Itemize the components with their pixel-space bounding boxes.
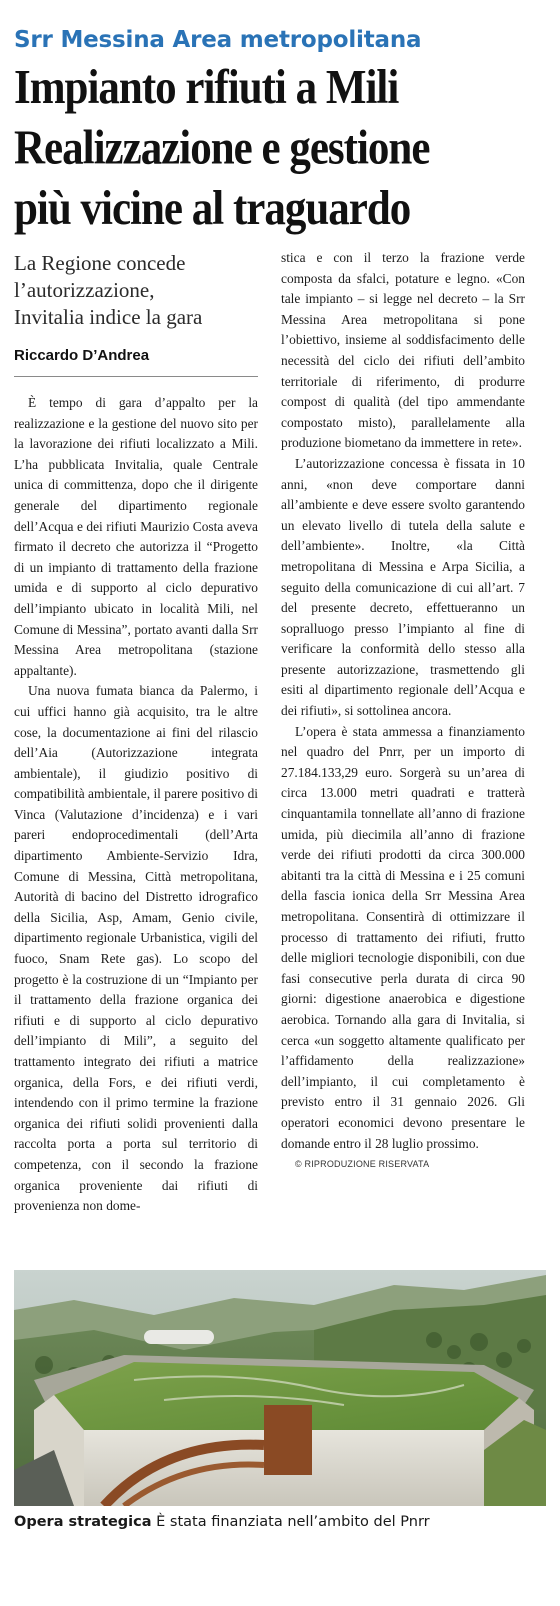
plant-rendering-image: [14, 1270, 546, 1506]
article-paragraph: stica e con il terzo la frazione verde composta da sfalci, potature e legno. «Con tale impianto – si legge nel decreto – la Srr Messina Area metropolitana si pone l’obiettivo, insieme al soddisfacimento delle necessità del ciclo dei rifiuti dell’ambito territoriale di riferimento, di produrre compost di qualità (del tipo ammendante compostato misto), parallelamente alla produzione biometano da immettere in rete».: [281, 250, 525, 451]
section-kicker: Srr Messina Area metropolitana: [14, 27, 422, 53]
subhead-line: l’autorizzazione,: [14, 278, 155, 302]
headline-line: più vicine al traguardo: [14, 182, 411, 235]
headline-line: Realizzazione e gestione: [14, 121, 430, 175]
article-paragraph: Una nuova fumata bianca da Palermo, i cui uffici hanno già acquisito, tra le altre cose, la documentazione ai fini del rilascio dell’Aia (Autorizzazione integrata ambientale), il giudizio positivo di compatibilità ambientale, il parere positivo di Vinca (Valutazione d’incidenza) e i vari pareri endoprocedimentali (dell’Arta dipartimento Ambiente-Servizio Idra, Comune di Messina, Città metropolitana, Autorità di bacino del Distretto idrografico della Sicilia, Asp, Amam, Genio civile, dipartimento regionale Urbanistica, vigili del fuoco, Snam Rete gas). Lo scopo del progetto è la costruzione di un “Impianto per il trattamento della frazione organica dei rifiuti e di supporto al ciclo depurativo dell’impianto di Mili”, a seguito del trattamento integrato dei rifiuti a matrice organica, della Fors, e dei rifiuti verdi, intendendo con il primo termine la frazione organica dei rifiuti solidi provenienti dalla raccolta porta a porta sul territorio di competenza, con il secondo la frazione organica proveniente dai rifiuti di provenienza non dome-: [14, 683, 258, 1214]
caption-lead: Opera strategica: [14, 1514, 152, 1530]
author-byline: Riccardo D’Andrea: [14, 346, 258, 377]
subheadline: [14, 250, 258, 331]
photo-caption: [14, 1512, 546, 1532]
article-paragraph: L’autorizzazione concessa è fissata in 10 anni, «non deve comportare danni all’ambiente e deve essere svolto garantendo un elevato livello di tutela della salute e dell’ambiente». Inoltre, «la Città metropolitana di Messina e Arpa Sicilia, a seguito della comunicazione di cui all’art. 7 del presente decreto, effettueranno un sopralluogo presso l’impianto al fine di verificare la conformità dello stesso alla presente autorizzazione, trasmettendo gli esiti al dipartimento regionale dell’Acqua e dei rifiuti», si sottolinea ancora.: [281, 455, 525, 719]
copyright-notice: © RIPRODUZIONE RISERVATA: [295, 1159, 430, 1170]
headline-line: Impianto rifiuti a Mili: [14, 61, 399, 114]
article-photo: [14, 1270, 546, 1506]
subhead-line: La Regione concede: [14, 251, 186, 275]
headline: [14, 58, 548, 239]
article-paragraph: L’opera è stata ammessa a finanziamento nel quadro del Pnrr, per un importo di 27.184.133,29 euro. Sorgerà su un’area di circa 13.000 metri quadrati e tratterà cinquantamila tonnellate all’anno di frazione umida, più diecimila all’anno di frazione verde dei rifiuti prodotti da circa 300.000 abitanti tra la città di Messina e i 25 comuni della fascia ionica della Srr Messina Area metropolitana. Consentirà di ottimizzare il processo di trattamento dei rifiuti, frutto delle migliori tecnologie disponibili, con due fasi consecutive perla durata di circa 90 giorni: digestione anaerobica e digestione aerobica. Tornando alla gara di Invitalia, si cerca «un soggetto altamente qualificato per l’affidamento della realizzazione» dell’impianto, il cui completamento è previsto entro il 31 gennaio 2026. Gli operatori economici devono presentare le domande entro il 28 luglio prossimo.: [281, 723, 525, 1151]
subhead-line: Invitalia indice la gara: [14, 305, 203, 329]
article-paragraph: È tempo di gara d’appalto per la realizzazione e la gestione del nuovo sito per la lavorazione dei rifiuti localizzato a Mili. L’ha pubblicata Invitalia, quale Centrale unica di committenza, dopo che il dirigente generale del dipartimento regionale dell’Acqua e dei rifiuti Maurizio Costa aveva firmato il decreto che autorizza il “Progetto di un impianto di trattamento della frazione umida e di supporto al ciclo depurativo dell’impianto ubicato in località Mili, nel Comune di Messina”, portato avanti dalla Srr Messina Area metropolitana (stazione appaltante).: [14, 395, 258, 678]
caption-text: È stata finanziata nell’ambito del Pnrr: [151, 1514, 430, 1530]
